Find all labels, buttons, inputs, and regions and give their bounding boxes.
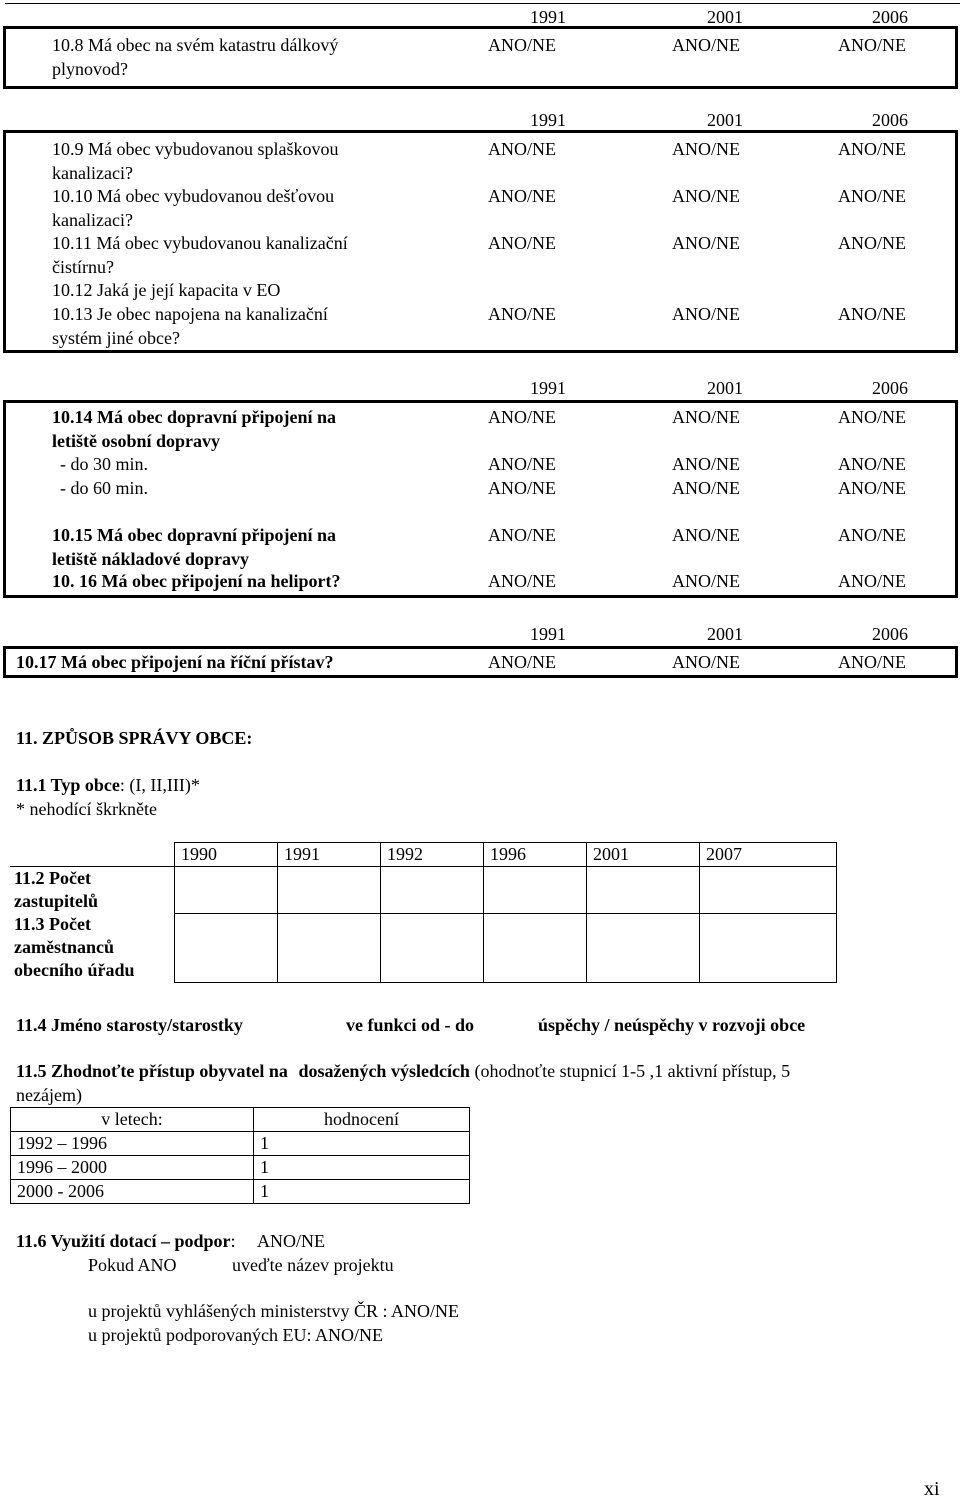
answer-10-8-2001: ANO/NE <box>672 35 740 55</box>
rating-period: 2000 - 2006 <box>11 1180 254 1204</box>
row-do-60-min: - do 60 min. <box>60 478 148 498</box>
answer-10-17-2006: ANO/NE <box>838 652 906 672</box>
question-11-2 <box>10 867 175 914</box>
rating-value[interactable]: 1 <box>254 1156 470 1180</box>
answer-30min-1991: ANO/NE <box>488 454 556 474</box>
answer-10-16-2006: ANO/NE <box>838 571 906 591</box>
question-10-13-cont: systém jiné obce? <box>52 328 180 348</box>
question-10-16: 10. 16 Má obec připojení na heliport? <box>52 571 341 591</box>
page-number: xi <box>924 1478 940 1500</box>
rating-header-score: hodnocení <box>254 1108 470 1132</box>
answer-10-17-1991: ANO/NE <box>488 652 556 672</box>
table-cell[interactable] <box>278 913 381 982</box>
answer-10-15-1991: ANO/NE <box>488 525 556 545</box>
pokud-ano: Pokud ANO <box>88 1255 177 1275</box>
answer-10-16-1991: ANO/NE <box>488 571 556 591</box>
footnote-nehodici: * nehodící škrkněte <box>16 799 157 819</box>
question-11-3-line2: zaměstnanců <box>14 937 114 957</box>
answer-10-14-1991: ANO/NE <box>488 407 556 427</box>
question-11-5-cont: nezájem) <box>16 1085 82 1105</box>
year-2006: 2006 <box>872 624 908 644</box>
year-2006: 2006 <box>872 110 908 130</box>
staff-count-table <box>10 842 837 983</box>
year-2007: 2007 <box>700 843 837 867</box>
table-cell[interactable] <box>484 867 587 914</box>
year-1992: 1992 <box>381 843 484 867</box>
table-cell[interactable] <box>175 913 278 982</box>
question-11-3 <box>10 913 175 982</box>
projects-ministries: u projektů vyhlášených ministerstvy ČR : ANO/NE <box>88 1301 459 1321</box>
answer-10-14-2001: ANO/NE <box>672 407 740 427</box>
year-2001: 2001 <box>707 7 743 27</box>
answer-10-8-2006: ANO/NE <box>838 35 906 55</box>
answer-10-16-2001: ANO/NE <box>672 571 740 591</box>
table-row <box>11 1180 470 1204</box>
year-2001: 2001 <box>707 624 743 644</box>
question-11-3-line1: 11.3 Počet <box>14 914 91 934</box>
question-10-8: 10.8 Má obec na svém katastru dálkový <box>52 35 339 55</box>
table-cell[interactable] <box>484 913 587 982</box>
table-cell[interactable] <box>700 867 837 914</box>
row-do-30-min: - do 30 min. <box>60 454 148 474</box>
year-1991: 1991 <box>278 843 381 867</box>
answer-10-15-2006: ANO/NE <box>838 525 906 545</box>
answer-10-13-1991: ANO/NE <box>488 304 556 324</box>
table-row <box>11 1108 470 1132</box>
year-2006: 2006 <box>872 378 908 398</box>
rating-value[interactable]: 1 <box>254 1180 470 1204</box>
question-11-6-label: 11.6 Využití dotací – podpor <box>16 1231 231 1251</box>
answer-10-8-1991: ANO/NE <box>488 35 556 55</box>
rating-period: 1996 – 2000 <box>11 1156 254 1180</box>
answer-10-14-2006: ANO/NE <box>838 407 906 427</box>
question-11-5 <box>16 1060 790 1082</box>
answer-10-17-2001: ANO/NE <box>672 652 740 672</box>
question-11-4-results: úspěchy / neúspěchy v rozvoji obce <box>538 1015 806 1035</box>
table-row <box>11 1132 470 1156</box>
answer-60min-1991: ANO/NE <box>488 478 556 498</box>
question-11-6 <box>16 1230 325 1252</box>
question-10-11: 10.11 Má obec vybudovanou kanalizační <box>52 233 348 253</box>
answer-30min-2001: ANO/NE <box>672 454 740 474</box>
year-2001: 2001 <box>707 378 743 398</box>
rating-header-years: v letech: <box>11 1108 254 1132</box>
question-10-11-cont: čistírnu? <box>52 257 114 277</box>
question-10-9: 10.9 Má obec vybudovanou splaškovou <box>52 139 339 159</box>
question-11-6-answer: : ANO/NE <box>230 1231 326 1251</box>
question-11-1-options: : (I, II,III)* <box>119 775 200 795</box>
year-1991: 1991 <box>530 624 566 644</box>
question-10-8-cont: plynovod? <box>52 59 128 79</box>
question-11-1-label: 11.1 Typ obce <box>16 775 120 795</box>
table-cell[interactable] <box>175 867 278 914</box>
year-1991: 1991 <box>530 110 566 130</box>
question-11-4-name: 11.4 Jméno starosty/starostky <box>16 1015 243 1035</box>
answer-60min-2006: ANO/NE <box>838 478 906 498</box>
question-11-4-period: ve funkci od - do <box>346 1015 475 1035</box>
question-11-5-scale: (ohodnoťte stupnicí 1-5 ,1 aktivní přístup, 5 <box>474 1061 791 1081</box>
answer-10-11-2006: ANO/NE <box>838 233 906 253</box>
table-cell[interactable] <box>587 913 700 982</box>
answer-10-13-2001: ANO/NE <box>672 304 740 324</box>
question-10-15-cont: letiště nákladové dopravy <box>52 549 250 569</box>
table-cell-empty <box>10 843 175 867</box>
table-row <box>10 843 837 867</box>
answer-10-11-2001: ANO/NE <box>672 233 740 253</box>
table-row <box>11 1156 470 1180</box>
top-rule <box>5 3 960 4</box>
answer-60min-2001: ANO/NE <box>672 478 740 498</box>
question-11-2-line2: zastupitelů <box>14 891 99 911</box>
answer-10-9-1991: ANO/NE <box>488 139 556 159</box>
question-11-3-line3: obecního úřadu <box>14 960 135 980</box>
answer-30min-2006: ANO/NE <box>838 454 906 474</box>
year-2001: 2001 <box>587 843 700 867</box>
year-1991: 1991 <box>530 7 566 27</box>
answer-10-15-2001: ANO/NE <box>672 525 740 545</box>
question-10-13: 10.13 Je obec napojena na kanalizační <box>52 304 328 324</box>
question-10-10: 10.10 Má obec vybudovanou dešťovou <box>52 186 335 206</box>
table-cell[interactable] <box>381 913 484 982</box>
rating-table <box>10 1107 470 1204</box>
rating-value[interactable]: 1 <box>254 1132 470 1156</box>
question-10-14: 10.14 Má obec dopravní připojení na <box>52 407 337 427</box>
question-11-2-line1: 11.2 Počet <box>14 868 91 888</box>
answer-10-10-1991: ANO/NE <box>488 186 556 206</box>
answer-10-10-2006: ANO/NE <box>838 186 906 206</box>
question-10-17: 10.17 Má obec připojení na říční přístav? <box>16 652 334 672</box>
year-2001: 2001 <box>707 110 743 130</box>
table-cell[interactable] <box>700 913 837 982</box>
rating-period: 1992 – 1996 <box>11 1132 254 1156</box>
answer-10-11-1991: ANO/NE <box>488 233 556 253</box>
question-10-9-cont: kanalizaci? <box>52 163 133 183</box>
table-cell[interactable] <box>381 867 484 914</box>
question-11-5-label-2: dosažených výsledcích <box>298 1061 470 1081</box>
question-10-12: 10.12 Jaká je její kapacita v EO <box>52 280 281 300</box>
answer-10-13-2006: ANO/NE <box>838 304 906 324</box>
uvedte-nazev: uveďte název projektu <box>232 1255 394 1275</box>
projects-eu: u projektů podporovaných EU: ANO/NE <box>88 1325 383 1345</box>
year-1996: 1996 <box>484 843 587 867</box>
question-11-5-label: 11.5 Zhodnoťte přístup obyvatel na <box>16 1061 288 1081</box>
question-10-14-cont: letiště osobní dopravy <box>52 431 221 451</box>
section-11-heading: 11. ZPŮSOB SPRÁVY OBCE: <box>16 728 253 748</box>
answer-10-10-2001: ANO/NE <box>672 186 740 206</box>
question-10-15: 10.15 Má obec dopravní připojení na <box>52 525 337 545</box>
answer-10-9-2006: ANO/NE <box>838 139 906 159</box>
question-11-1 <box>16 774 200 796</box>
question-10-10-cont: kanalizaci? <box>52 210 133 230</box>
table-row <box>10 913 837 982</box>
answer-10-9-2001: ANO/NE <box>672 139 740 159</box>
table-cell[interactable] <box>278 867 381 914</box>
table-cell[interactable] <box>587 867 700 914</box>
year-1991: 1991 <box>530 378 566 398</box>
year-1990: 1990 <box>175 843 278 867</box>
year-2006: 2006 <box>872 7 908 27</box>
table-row <box>10 867 837 914</box>
